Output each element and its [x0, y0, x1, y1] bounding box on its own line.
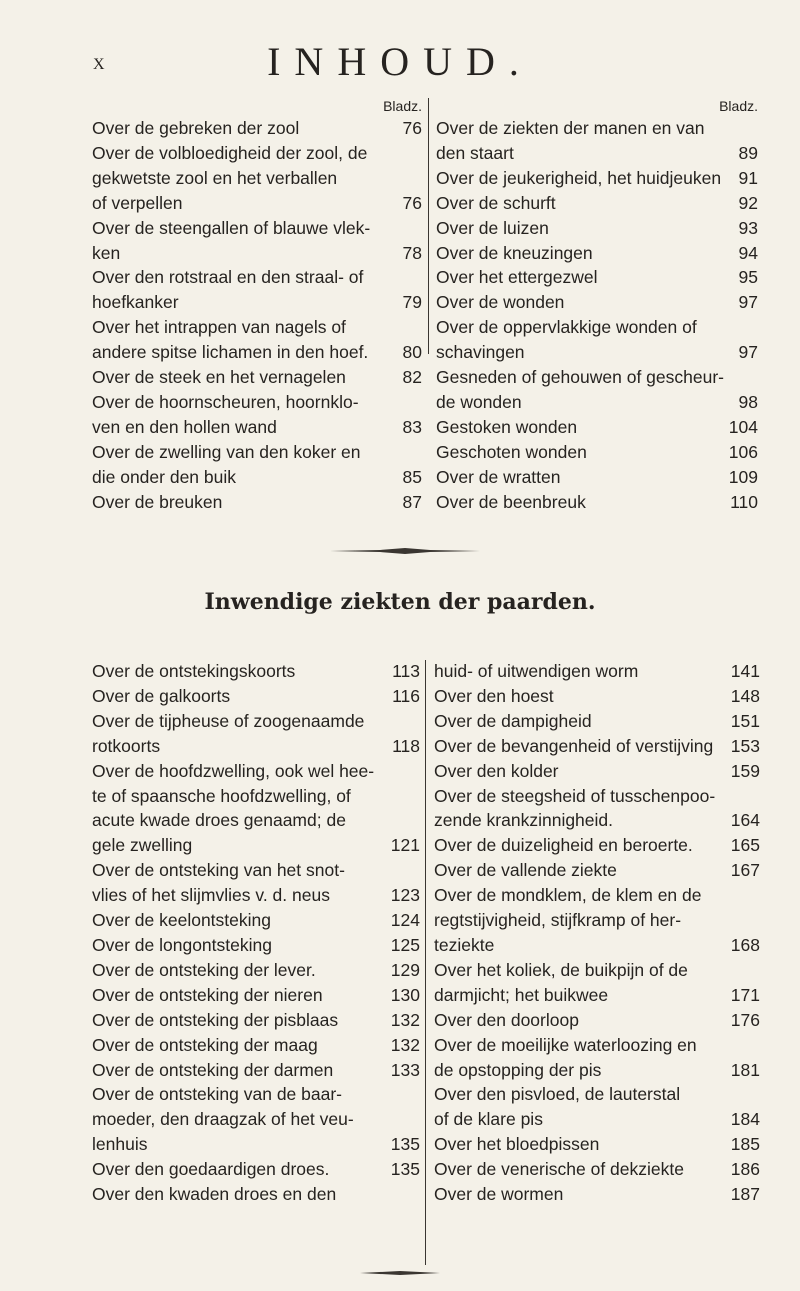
toc-entry-text: Gestoken wonden	[436, 416, 578, 437]
toc-page-number: 113	[392, 661, 420, 681]
toc-page-number: 159	[730, 760, 760, 781]
toc-entry-line	[436, 241, 758, 266]
toc-page-number: 167	[730, 860, 760, 881]
toc-entry-text: Over de ontsteking der maag	[92, 1034, 318, 1055]
toc-entry-text: Over de wormen	[434, 1184, 564, 1205]
toc-entry-text: Over de longontsteking	[92, 934, 272, 955]
toc-entry-line	[434, 659, 760, 684]
toc-entry-line	[436, 166, 758, 191]
toc-entry-text: Over de hoornscheuren, hoornklo-	[92, 391, 359, 412]
signature-mark: X	[93, 56, 105, 73]
section-heading: Inwendige ziekten der paarden.	[204, 589, 596, 615]
toc-entry-text: Over den kolder	[434, 760, 559, 781]
toc-entry-text: Over de ziekten der manen en van	[436, 118, 705, 138]
toc-page-number: 148	[730, 685, 760, 706]
toc-page-number: 129	[390, 959, 420, 980]
toc-entry-text: Over de bevangenheid of verstijving	[434, 735, 714, 756]
toc-entry-text: Over den hoest	[434, 685, 554, 706]
toc-entry-text: Over de wratten	[436, 466, 561, 487]
toc-page-number: 92	[738, 192, 758, 213]
toc-entry-line	[434, 734, 760, 759]
toc-entry-text: die onder den buik	[92, 466, 236, 487]
toc-entry-text: ven en den hollen wand	[92, 416, 277, 437]
toc-page-number: 124	[390, 910, 420, 931]
toc-entry-text: Over de schurft	[436, 192, 556, 213]
toc-entry-text: Over de ontsteking der pisblaas	[92, 1009, 339, 1030]
toc-entry-line	[92, 883, 420, 908]
toc-entry-line	[92, 958, 420, 983]
toc-page-number: 153	[730, 735, 760, 756]
toc-entry-line	[92, 833, 420, 858]
toc-entry-text: vlies of het slijmvlies v. d. neus	[92, 885, 330, 906]
toc-entry-text: Over de steegsheid of tusschenpoo-	[434, 785, 716, 806]
toc-page-number: 98	[738, 391, 758, 412]
toc-entry-text: huid- of uitwendigen worm	[434, 661, 639, 681]
toc-page-number: 123	[390, 885, 420, 906]
toc-entry-line	[434, 1132, 760, 1157]
toc-entry-line	[434, 759, 760, 784]
toc-page-number: 116	[392, 685, 420, 706]
top-column-divider	[428, 98, 429, 354]
toc-entry-text: Over de ontsteking der lever.	[92, 959, 316, 980]
toc-entry-line	[436, 415, 758, 440]
toc-entry-line	[92, 659, 420, 684]
toc-entry-text: gekwetste zool en het verballen	[92, 167, 338, 188]
toc-entry-text: de wonden	[436, 391, 522, 412]
toc-entry-line	[436, 340, 758, 365]
toc-entry-text: hoefkanker	[92, 292, 179, 313]
toc-entry-line	[434, 933, 760, 958]
toc-entry-text: of verpellen	[92, 192, 183, 213]
toc-entry-line	[436, 216, 758, 241]
toc-page-number: 93	[738, 217, 758, 238]
toc-entry-line	[436, 290, 758, 315]
toc-entry-text: Geschoten wonden	[436, 441, 587, 462]
toc-page-number: 76	[402, 118, 422, 138]
toc-entry-line	[434, 709, 760, 734]
toc-page-number: 125	[390, 934, 420, 955]
toc-entry-line	[434, 1182, 760, 1207]
toc-page-number: 104	[728, 416, 758, 437]
toc-page-number: 80	[402, 342, 422, 363]
toc-entry-text: lenhuis	[92, 1134, 148, 1155]
toc-entry-line	[92, 734, 420, 759]
bottom-ornament	[360, 1270, 440, 1276]
toc-page-number: 132	[390, 1034, 420, 1055]
toc-entry-text: Over het ettergezwel	[436, 267, 598, 288]
toc-page-number: 76	[402, 192, 422, 213]
toc-page-number: 151	[730, 710, 760, 731]
toc-entry-text: Over de luizen	[436, 217, 549, 238]
toc-page-number: 118	[392, 735, 420, 756]
toc-page-number: 79	[402, 292, 422, 313]
toc-entry-line	[92, 1132, 420, 1157]
toc-entry-line	[92, 465, 422, 490]
toc-entry-text: schavingen	[436, 342, 525, 363]
toc-entry-line	[434, 1008, 760, 1033]
toc-entry-line	[436, 191, 758, 216]
toc-entry-text: Over de breuken	[92, 491, 223, 512]
toc-page-number: 95	[738, 267, 758, 288]
toc-page-number: 164	[730, 810, 760, 831]
toc-entry-text: Over het koliek, de buikpijn of de	[434, 959, 688, 980]
toc-entry-line	[434, 858, 760, 883]
section-column-divider	[425, 660, 426, 1265]
toc-entry-text: den staart	[436, 142, 514, 163]
toc-page-number: 132	[390, 1009, 420, 1030]
toc-page-number: 130	[390, 984, 420, 1005]
toc-entry-text: Over de ontstekingskoorts	[92, 661, 296, 681]
toc-entry-text: Over de gebreken der zool	[92, 118, 300, 138]
toc-entry-line	[92, 1033, 420, 1058]
toc-page-number: 94	[738, 242, 758, 263]
toc-entry-line	[434, 684, 760, 709]
toc-page-number: 135	[390, 1134, 420, 1155]
toc-page-number: 97	[738, 292, 758, 313]
toc-page-number: 87	[402, 491, 422, 512]
toc-page-number: 109	[728, 466, 758, 487]
toc-entry-line	[92, 116, 422, 141]
toc-entry-text: darmjicht; het buikwee	[434, 984, 609, 1005]
toc-entry-line	[92, 1157, 420, 1182]
toc-entry-line	[92, 684, 420, 709]
toc-page-number: 186	[730, 1159, 760, 1180]
toc-entry-text: te of spaansche hoofdzwelling, of	[92, 785, 351, 806]
toc-entry-text: zende krankzinnigheid.	[434, 810, 614, 831]
ornament-divider	[330, 546, 480, 556]
toc-entry-line	[434, 1107, 760, 1132]
toc-entry-text: Over de oppervlakkige wonden of	[436, 317, 697, 338]
toc-page-number: 110	[730, 491, 758, 512]
toc-page-number: 165	[730, 835, 760, 856]
toc-entry-line	[434, 833, 760, 858]
toc-entry-text: Over de vallende ziekte	[434, 860, 617, 881]
toc-entry-line	[92, 241, 422, 266]
toc-page-number: 83	[402, 416, 422, 437]
toc-entry-line	[436, 390, 758, 415]
toc-entry-line	[92, 1182, 420, 1207]
toc-entry-text: Over den goedaardigen droes.	[92, 1159, 330, 1180]
toc-entry-text: Over den doorloop	[434, 1009, 579, 1030]
toc-entry-text: Over de ontsteking van de baar-	[92, 1084, 343, 1105]
toc-page-number: 133	[390, 1059, 420, 1080]
page-title: INHOUD.	[267, 39, 533, 84]
section-left-column	[92, 659, 420, 1207]
toc-entry-text: de opstopping der pis	[434, 1059, 602, 1080]
toc-entry-text: ken	[92, 242, 121, 263]
toc-page-number: 82	[402, 367, 422, 388]
toc-entry-line	[436, 465, 758, 490]
top-left-column	[92, 96, 422, 515]
toc-entry-text: Gesneden of gehouwen of gescheur-	[436, 367, 724, 388]
toc-entry-line	[92, 290, 422, 315]
toc-page-number: 185	[730, 1134, 760, 1155]
toc-page-number: 106	[728, 441, 758, 462]
toc-entry-text: Over de ontsteking van het snot-	[92, 860, 345, 881]
toc-entry-line	[92, 983, 420, 1008]
section-right-column	[434, 659, 760, 1207]
toc-page-number: 181	[730, 1059, 760, 1080]
toc-entry-line	[92, 933, 420, 958]
toc-entry-line	[92, 1008, 420, 1033]
toc-entry-line	[92, 340, 422, 365]
toc-entry-text: acute kwade droes genaamd; de	[92, 810, 346, 831]
toc-entry-line	[92, 908, 420, 933]
toc-entry-text: Over de zwelling van den koker en	[92, 441, 361, 462]
toc-page-number: 141	[730, 661, 760, 681]
toc-entry-text: Over de beenbreuk	[436, 491, 586, 512]
toc-entry-line	[436, 490, 758, 515]
toc-entry-text: Over de wonden	[436, 292, 565, 313]
toc-entry-line	[92, 415, 422, 440]
toc-entry-line	[92, 490, 422, 515]
toc-entry-text: Over het bloedpissen	[434, 1134, 600, 1155]
toc-entry-text: Over de galkoorts	[92, 685, 231, 706]
toc-page-number: 176	[730, 1009, 760, 1030]
top-right-column	[436, 96, 758, 515]
toc-entry-text: Over het intrappen van nagels of	[92, 317, 346, 338]
toc-entry-text: andere spitse lichamen in den hoef.	[92, 342, 369, 363]
toc-entry-text: Over de ontsteking der darmen	[92, 1059, 334, 1080]
toc-entry-text: regtstijvigheid, stijfkramp of her-	[434, 910, 682, 931]
toc-entry-line	[92, 1058, 420, 1083]
toc-entry-line	[434, 983, 760, 1008]
toc-entry-text: Over de ontsteking der nieren	[92, 984, 323, 1005]
toc-page-number: 91	[738, 167, 758, 188]
toc-entry-text: Over de kneuzingen	[436, 242, 593, 263]
toc-entry-text: Over de venerische of dekziekte	[434, 1159, 684, 1180]
toc-page-number: 171	[730, 984, 760, 1005]
toc-entry-text: Over de hoofdzwelling, ook wel hee-	[92, 760, 375, 781]
toc-entry-text: Over de steengallen of blauwe vlek-	[92, 217, 371, 238]
toc-page-number: 168	[730, 934, 760, 955]
toc-page-number: 187	[730, 1184, 760, 1205]
bladz-header-left: Bladz.	[383, 98, 422, 114]
toc-entry-text: Over de volbloedigheid der zool, de	[92, 142, 368, 163]
toc-entry-text: Over de mondklem, de klem en de	[434, 885, 702, 906]
toc-entry-text: Over de jeukerigheid, het huidjeuken	[436, 167, 722, 188]
toc-entry-text: Over den kwaden droes en den	[92, 1184, 337, 1205]
toc-entry-line	[436, 141, 758, 166]
toc-page-number: 121	[390, 835, 420, 856]
toc-entry-line	[436, 265, 758, 290]
toc-entry-text: moeder, den draagzak of het veu-	[92, 1109, 354, 1130]
toc-entry-text: teziekte	[434, 934, 495, 955]
toc-entry-line	[434, 1058, 760, 1083]
toc-entry-line	[92, 365, 422, 390]
toc-entry-text: Over de dampigheid	[434, 710, 592, 731]
toc-entry-text: gele zwelling	[92, 835, 193, 856]
toc-entry-line	[436, 440, 758, 465]
toc-page-number: 184	[730, 1109, 760, 1130]
toc-page-number: 78	[402, 242, 422, 263]
toc-page-number: 135	[390, 1159, 420, 1180]
toc-entry-text: of de klare pis	[434, 1109, 543, 1130]
bladz-header-right: Bladz.	[719, 98, 758, 114]
toc-entry-line	[92, 191, 422, 216]
toc-entry-text: Over de tijpheuse of zoogenaamde	[92, 710, 365, 731]
toc-entry-line	[434, 1157, 760, 1182]
toc-entry-text: Over de steek en het vernagelen	[92, 367, 346, 388]
toc-entry-text: Over de duizeligheid en beroerte.	[434, 835, 693, 856]
toc-page-number: 97	[738, 342, 758, 363]
toc-entry-text: Over de moeilijke waterloozing en	[434, 1034, 697, 1055]
toc-page-number: 85	[402, 466, 422, 487]
toc-entry-text: Over den rotstraal en den straal- of	[92, 267, 364, 288]
toc-entry-text: Over den pisvloed, de lauterstal	[434, 1084, 681, 1105]
toc-entry-line	[434, 808, 760, 833]
toc-entry-text: rotkoorts	[92, 735, 161, 756]
toc-entry-text: Over de keelontsteking	[92, 910, 271, 931]
toc-page-number: 89	[738, 142, 758, 163]
